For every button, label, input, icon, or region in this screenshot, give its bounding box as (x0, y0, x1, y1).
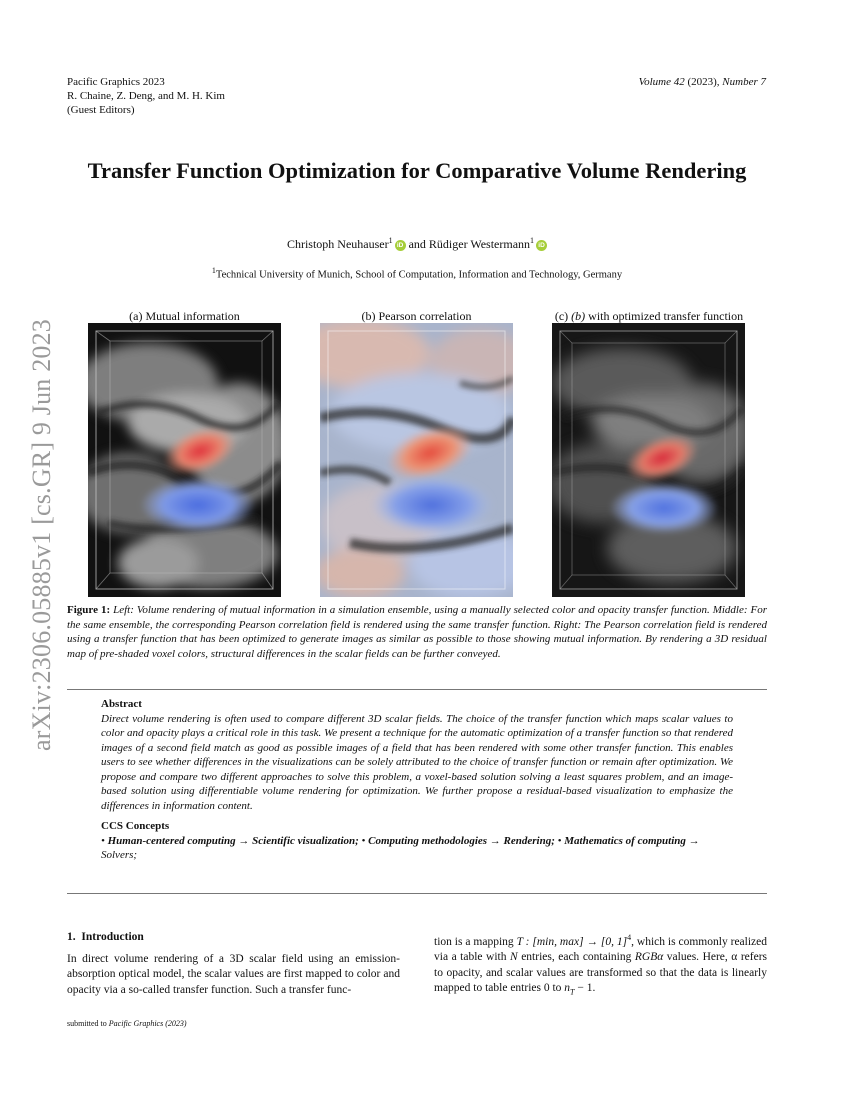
panel-a-caption: (a) Mutual information (129, 309, 240, 323)
ccs-concept-3: Mathematics of computing (564, 834, 686, 847)
ccs-concept-1: Human-centered computing (107, 834, 236, 847)
footer-prefix: submitted to (67, 1019, 109, 1028)
intro-right-b: , which is commonly realized via a table with (434, 935, 767, 964)
ccs-concept-3-sub: Solvers; (101, 849, 138, 861)
intro-right-column (434, 930, 767, 1000)
intro-math-N: N (510, 951, 518, 964)
editors-line2: (Guest Editors) (67, 104, 135, 116)
volume-prefix: Volume 42 (638, 76, 688, 88)
panel-a-mutual-information-image (88, 323, 281, 597)
intro-math-sup: 4 (627, 933, 632, 942)
intro-math-mapping: T : [min, max] → [0, 1] (516, 935, 628, 948)
intro-left-text: In direct volume rendering of a 3D scalar field using an emission-absorption optical model, the scalar values are first mapped to color and opacity via a so-called transfer function. Such a transfer func- (67, 952, 400, 996)
intro-left-column (67, 930, 400, 998)
abstract-block (101, 697, 733, 863)
figure-caption (67, 603, 767, 661)
intro-right-c: entries, each containing (517, 951, 635, 964)
volume-suffix: , Number 7 (716, 76, 766, 88)
ccs-concept-2: Computing methodologies (368, 834, 488, 847)
arxiv-stamp-text: arXiv:2306.05885v1 [cs.GR] 9 Jun 2023 (27, 318, 56, 752)
ccs-bullet: • (557, 834, 562, 847)
affiliation-text: Technical University of Munich, School of Computation, Information and Technology, Germany (215, 269, 623, 281)
authors-connector: and (405, 237, 429, 251)
ccs-bullet: • (101, 834, 105, 847)
panel-c-caption-italic: (b) (571, 309, 586, 323)
authors-line (67, 236, 767, 252)
venue: Pacific Graphics 2023 (67, 76, 165, 88)
header-right (639, 75, 766, 89)
author-1: Christoph Neuhauser (286, 237, 389, 251)
ccs-concept-2-sub: Rendering; (503, 834, 555, 847)
affiliation-sup: 1 (211, 266, 216, 275)
abstract-heading: Abstract (101, 698, 142, 710)
footer-venue: Pacific Graphics (2023) (108, 1019, 187, 1028)
abstract-top-rule (67, 689, 767, 690)
abstract-bottom-rule (67, 893, 767, 894)
ccs-concepts (101, 834, 733, 863)
page-footer (67, 1019, 187, 1028)
abstract-text: Direct volume rendering is often used to compare different 3D scalar fields. The choice of the transfer function which maps scalar values to color and opacity plays a critical role in this task. We present a technique for the automatic optimization of a transfer function so that rendered images of a second field match as good as possible images of a field that has been rendered with some other transfer function. This enables users to see whether differences in the visualizations can be solely attributed to the choice of transfer function or remain after optimization. We propose and compare two different approaches to solve this problem, a voxel-based solution solving a least squares problem, and an image-based solution using differentiable volume rendering for optimization. We further propose a residual-based visualization to emphasize the differences in information content. (101, 712, 733, 812)
figure-caption-text: Left: Volume rendering of mutual information in a simulation ensemble, using a manually selected color and opacity transfer function. Middle: For the same ensemble, the corresponding Pearson correlation field is rendered using the same transfer function. Right: The Pearson correlation field is rendered using a transfer function that has been optimized to generate images as similar as possible to those showing mutual information. By rendering a 3D residual map of pre-shaded voxel colors, structural differences in the scalar fields can be further conveyed. (67, 604, 768, 660)
intro-math-nT: n (564, 982, 571, 995)
orcid-icon[interactable]: iD (536, 240, 547, 251)
orcid-icon[interactable]: iD (395, 240, 406, 251)
author-2-sup: 1 (530, 236, 535, 245)
paper-title: Transfer Function Optimization for Comparative Volume Rendering (87, 158, 747, 183)
volume-year: (2023) (687, 76, 717, 88)
affiliation (67, 266, 767, 281)
editors-line1: R. Chaine, Z. Deng, and M. H. Kim (67, 90, 225, 102)
panel-c-caption-suffix: with optimized transfer function (585, 309, 744, 323)
section-heading-introduction: 1. Introduction (67, 931, 144, 943)
intro-math-nT-sub: T (570, 987, 575, 997)
panel-c-optimized-image (552, 323, 745, 597)
panel-c-caption-prefix: (c) (554, 309, 572, 323)
ccs-bullet: • (361, 834, 366, 847)
intro-right-d: values. Here, α refers to opacity, and scalar values are transformed so that the data is linearly mapped to table entries 0 to (434, 951, 768, 995)
panel-b-pearson-correlation-image (320, 323, 513, 597)
figure-caption-label: Figure 1: (67, 604, 111, 616)
intro-math-rgba: RGBα (634, 951, 664, 964)
intro-right-e: − 1. (574, 982, 596, 995)
author-2: Rüdiger Westermann (428, 237, 531, 251)
ccs-concept-1-sub: Scientific visualization; (252, 834, 359, 847)
ccs-arrow: → (688, 834, 700, 847)
author-1-sup: 1 (388, 236, 393, 245)
arxiv-stamp (2, 300, 82, 770)
ccs-arrow: → (489, 834, 501, 847)
panel-c-caption (540, 309, 758, 324)
ccs-heading: CCS Concepts (101, 820, 170, 832)
panel-b-caption: (b) Pearson correlation (361, 309, 472, 323)
header-left (67, 75, 225, 117)
intro-right-a: tion is a mapping (434, 935, 517, 948)
ccs-arrow: → (238, 834, 250, 847)
